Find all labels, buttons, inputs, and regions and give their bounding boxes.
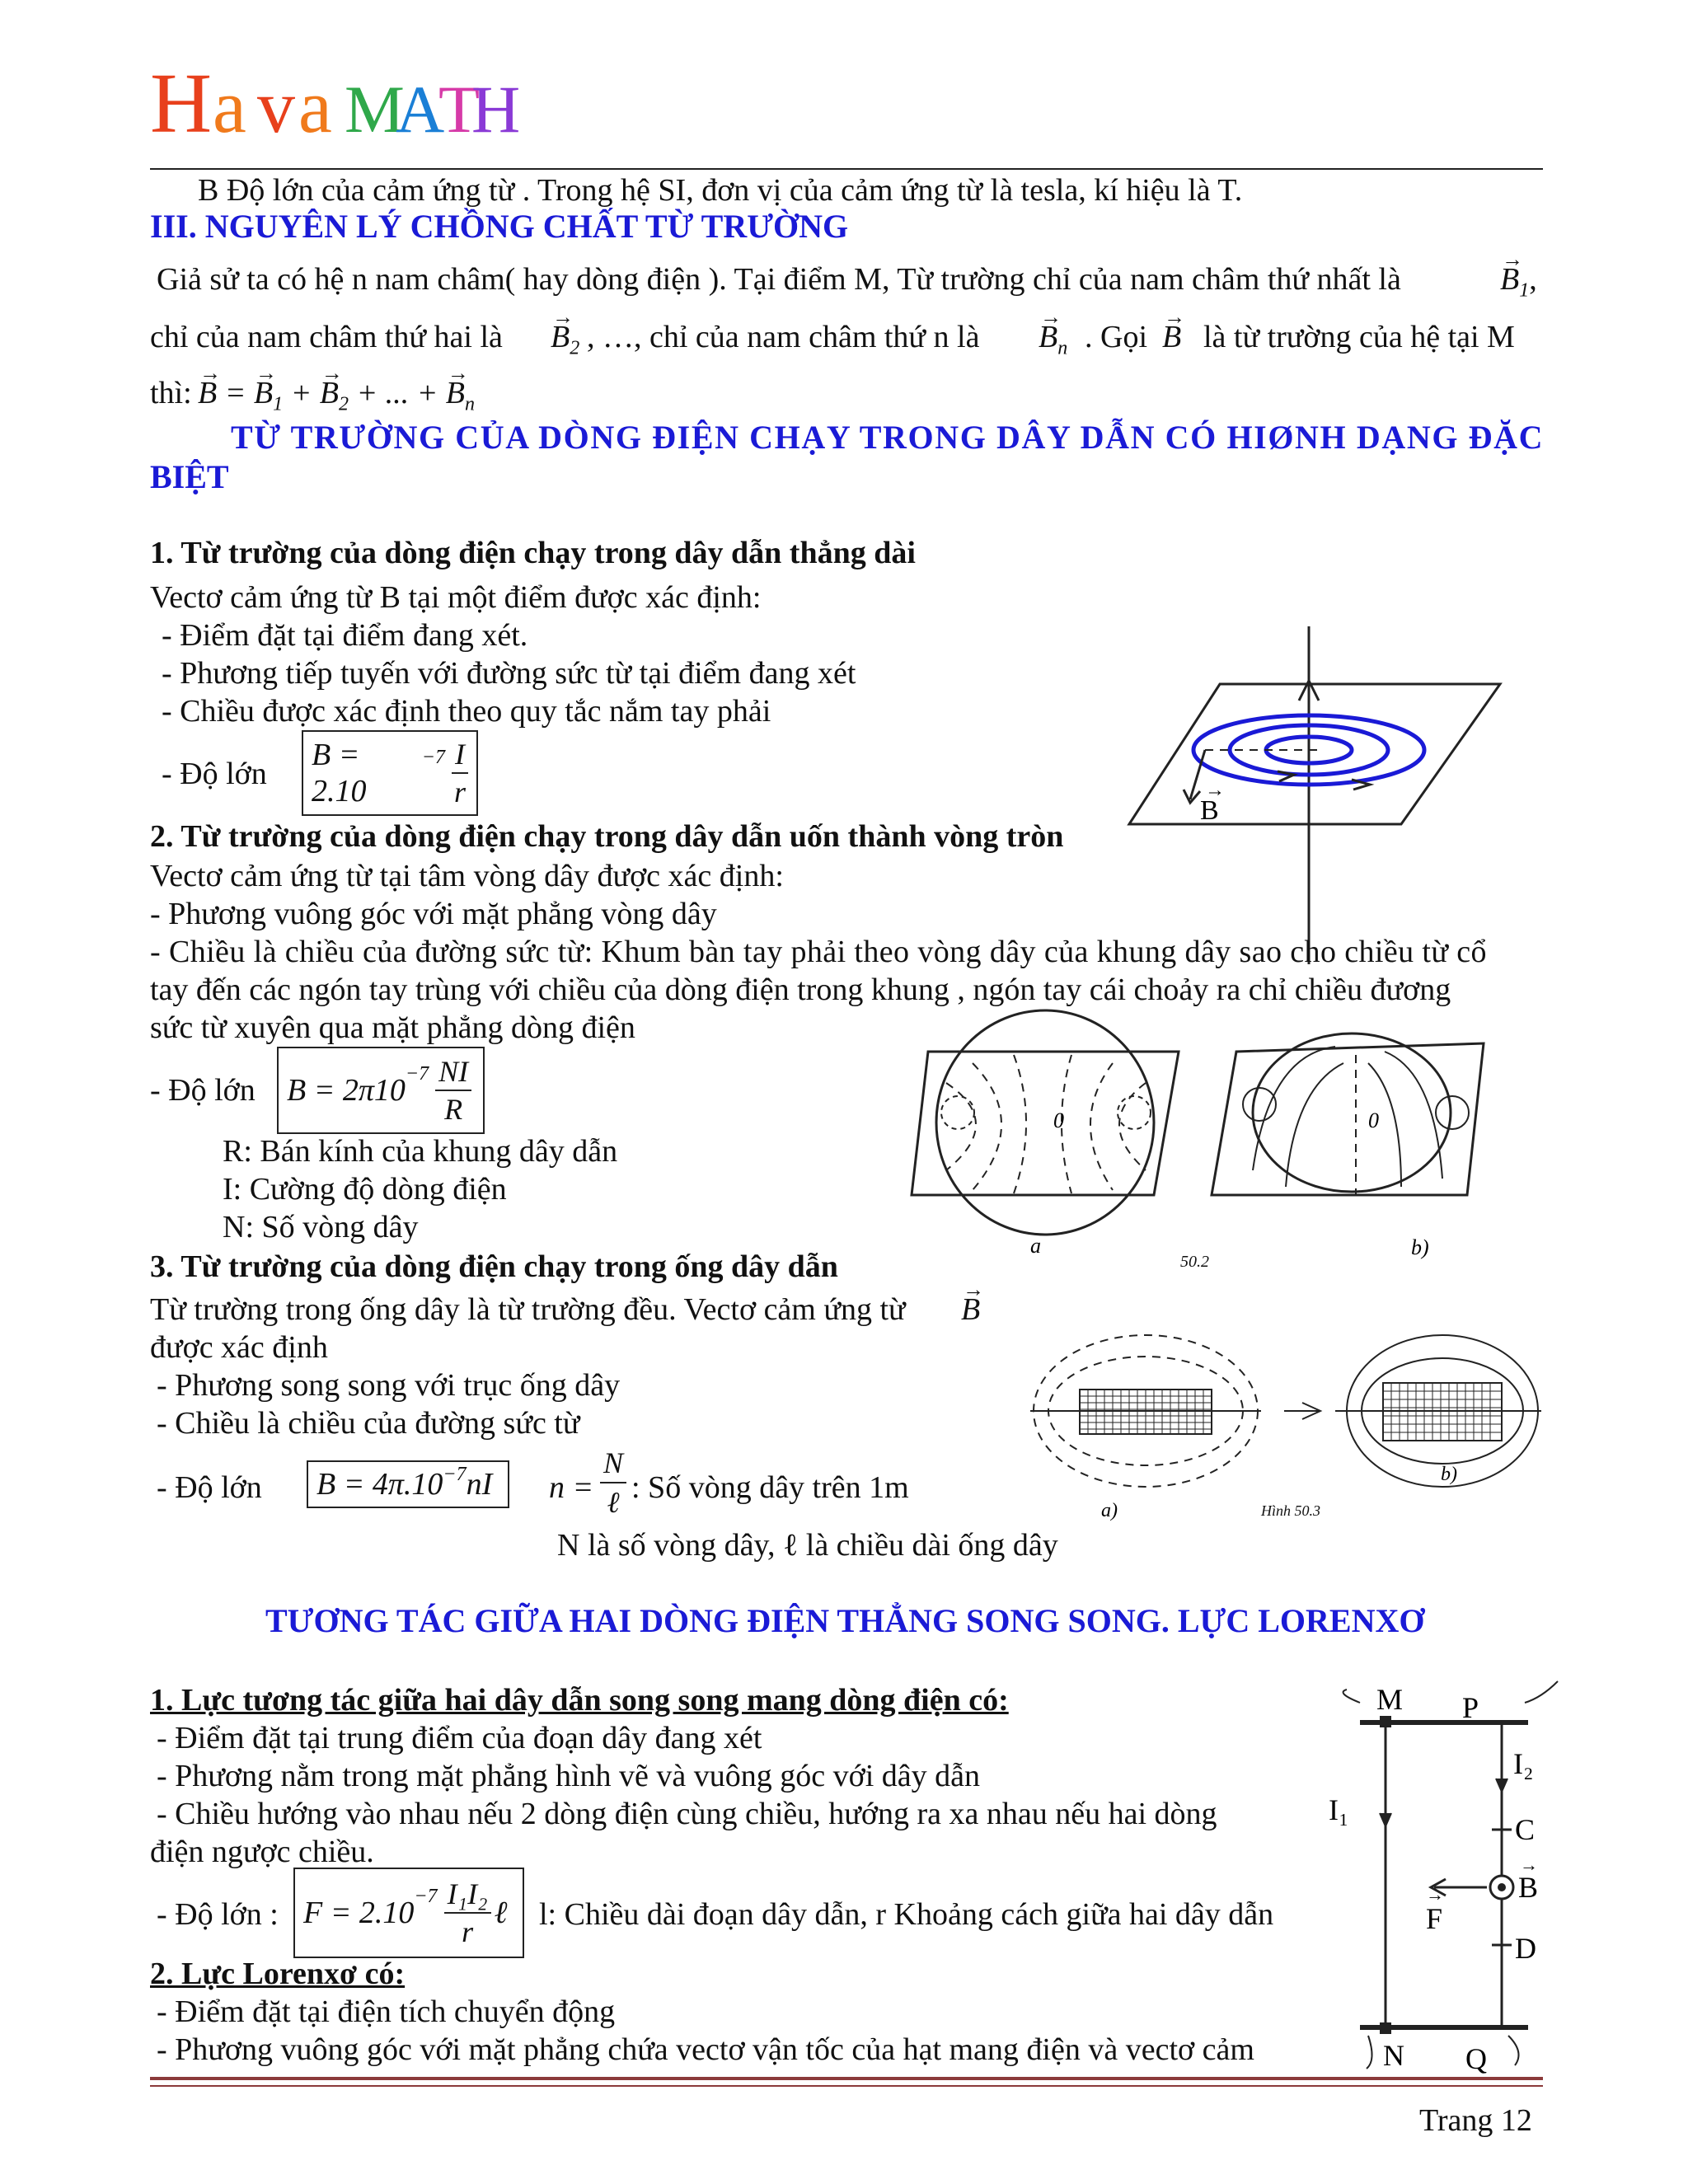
formula-den: R [444,1093,463,1126]
vector-mark: → [1520,1854,1538,1875]
fig-a-label: a) [1101,1500,1118,1521]
havamath-logo [150,49,521,151]
force-formula-note: l: Chiều dài đoạn dây dẫn, r Khoảng cách giữa hai dây dẫn [539,1897,1274,1932]
label-c: C [1515,1813,1536,1846]
part1-intro: Vectơ cảm ứng từ B tại một điểm được xác định: [150,580,762,615]
section3-line2b: , …, chỉ của nam châm thứ n là [587,320,980,354]
part2-item-2-line1: - Chiều là chiều của đường sức từ: Khum bàn tay phải theo vòng dây của khung dây sao cho chiều từ cổ [150,935,1487,969]
formula-den: r [462,1915,474,1948]
part2-title: 2. Từ trường của dòng điện chạy trong dây dẫn uốn thành vòng tròn [150,819,1064,854]
logo-letter: v [257,64,295,148]
part3-item-2: - Chiều là chiều của đường sức từ [157,1406,580,1441]
part2-item-1: - Phương vuông góc với mặt phẳng vòng dây [150,897,717,931]
label-d: D [1515,1932,1536,1965]
force-item-3: - Chiều hướng vào nhau nếu 2 dòng điện cùng chiều, hướng ra xa nhau nếu hai dòng [157,1797,1217,1831]
section3-heading: III. NGUYÊN LÝ CHỒNG CHẤT TỪ TRƯỜNG [150,208,849,245]
label-m: M [1376,1683,1404,1716]
lorentz-item-2: - Phương vuông góc với mặt phẳng chứa vectơ vận tốc của hạt mang điện và vectơ cảm [157,2032,1254,2067]
label-f: F [1426,1902,1443,1935]
n-def-text: : Số vòng dây trên 1m [631,1470,909,1505]
loop-figure-a [912,1010,1179,1258]
special-heading-line2: BIỆT [150,458,229,495]
section3-line2d: là từ trường của hệ tại M [1203,320,1515,354]
logo-letter: H [471,72,521,147]
vector-mark: → [1426,1884,1444,1905]
vector-b: → B [1162,318,1181,356]
formula-lhs: B = 4π.10 [316,1467,443,1502]
formula-den: r [453,776,466,808]
page-number: Trang 12 [1419,2103,1532,2138]
n-fraction [600,1444,626,1521]
logo-letter: a [213,64,246,148]
part3-item-1: - Phương song song với trục ống dây [157,1368,621,1403]
svg-text:0: 0 [1053,1108,1064,1132]
formula-exp: −7 [421,747,445,768]
loop-fig-caption: 50.2 [1180,1253,1209,1271]
force-title: 1. Lực tương tác giữa hai dây dẫn song song mang dòng điện có: [150,1683,1009,1718]
label-q: Q [1465,2042,1487,2075]
part3-note: N là số vòng dây, ℓ là chiều dài ống dây [557,1528,1058,1563]
legend-i: I: Cường độ dòng điện [223,1172,507,1207]
solenoid-a [1030,1335,1261,1521]
parallel-wires-figure [1311,1673,1574,2077]
label-n: N [1383,2039,1404,2072]
footer-rule-thin [150,2085,1543,2087]
figure-b-label: B [1200,795,1219,826]
part3-formula-box [307,1460,509,1508]
part3-magnitude-label: - Độ lớn [157,1470,262,1505]
part1-title: 1. Từ trường của dòng điện chạy trong dây dẫn thẳng dài [150,536,916,570]
part1-item-1: - Điểm đặt tại điểm đang xét. [162,618,528,653]
superposition-formula: → B = → $B_1$ + → $B_2$ + ... + → $B_n$ [198,374,475,424]
formula-exp: −7 [443,1464,467,1485]
vector-b1: → $B_1$, [1500,260,1537,310]
vector-mark: → [1205,780,1225,801]
legend-n: N: Số vòng dây [223,1210,419,1244]
solenoid-figure [1030,1319,1541,1521]
section3-line3-prefix: thì: [150,376,192,410]
circular-loop-figure [907,1022,1500,1261]
formula-lhs: B = 2.10 [312,738,367,808]
logo-letter: A [396,72,445,147]
formula-tail: nI [466,1467,493,1502]
formula-tail: ℓ [494,1896,508,1930]
logo-letter: M [345,72,405,147]
logo-letter: T [438,72,481,147]
label-i1: I₁ [1329,1793,1349,1826]
intro-line: B Độ lớn của cảm ứng từ . Trong hệ SI, đơn vị của cảm ứng từ là tesla, kí hiệu là T. [198,173,1243,208]
force-magnitude-label: - Độ lớn : [157,1897,279,1932]
section3-line2c: . Gọi [1085,320,1147,354]
formula-lhs: B = 2π10 [287,1073,406,1108]
label-b: B [1518,1871,1539,1904]
part1-magnitude-label: - Độ lớn [162,757,267,791]
lorentz-title: 2. Lực Lorenxơ có: [150,1957,406,1991]
part3-intro: Từ trường trong ống dây là từ trường đều. Vectơ cảm ứng từ [150,1292,906,1327]
part2-intro: Vectơ cảm ứng từ tại tâm vòng dây được xác định: [150,859,784,893]
section3-line2a: chỉ của nam châm thứ hai là [150,320,503,354]
header-rule [150,168,1543,170]
section3-line1: Giả sử ta có hệ n nam châm( hay dòng điện ). Tại điểm M, Từ trường chỉ của nam châm thứ nhất là [157,262,1401,297]
force-item-2: - Phương nằm trong mặt phẳng hình vẽ và vuông góc với dây dẫn [157,1759,981,1793]
part3-title: 3. Từ trường của dòng điện chạy trong ống dây dẫn [150,1249,838,1284]
force-formula-box [293,1868,524,1958]
part2-magnitude-label: - Độ lớn [150,1073,256,1108]
plane-outline [1129,684,1500,824]
svg-text:0: 0 [1368,1108,1379,1132]
formula-lhs: F = 2.10 [303,1896,415,1930]
part1-item-2: - Phương tiếp tuyến với đường sức từ tại điểm đang xét [162,656,856,691]
force-item-cont: điện ngược chiều. [150,1835,374,1869]
n-def-lhs: n = [549,1470,594,1505]
footer-rule [150,2077,1543,2080]
formula-num: NI [435,1053,471,1091]
logo [150,49,521,151]
part1-item-3: - Chiều được xác định theo quy tắc nắm tay phải [162,694,771,729]
part2-formula-box [277,1047,485,1134]
fig-b-label: b) [1441,1464,1457,1485]
interaction-heading: TƯƠNG TÁC GIỮA HAI DÒNG ĐIỆN THẲNG SONG SONG. LỰC LORENXƠ [265,1602,1425,1639]
compass-arrow-icon [1284,1403,1320,1419]
formula-exp: −7 [414,1886,438,1907]
part2-item-2-line3: sức từ xuyên qua mặt phẳng dòng điện [150,1010,635,1045]
part3-intro-2: được xác định [150,1330,328,1365]
legend-r: R: Bán kính của khung dây dẫn [223,1134,618,1169]
logo-letter: a [298,64,332,148]
fig-b-label: b) [1411,1235,1429,1259]
formula-num: I [452,736,468,774]
formula-exp: −7 [405,1063,429,1085]
logo-letter: H [150,56,213,151]
formula-num: I₁I₂ [444,1876,491,1914]
solenoid-caption: Hình 50.3 [1261,1502,1320,1519]
label-i2: I₂ [1513,1747,1534,1780]
vector-b2: → $B_2$ [551,318,579,368]
fig-a-label: a [1030,1234,1041,1258]
n-num: N [600,1444,626,1483]
current-arrow-icon [1380,1813,1391,1826]
special-heading-line1: TỪ TRƯỜNG CỦA DÒNG ĐIỆN CHẠY TRONG DÂY DẪN CÓ HIØNH DẠNG ĐẶC [231,419,1545,456]
vector-bn: → $B_n$ [1039,318,1067,368]
lorentz-item-1: - Điểm đặt tại điện tích chuyển động [157,1994,616,2029]
force-item-1: - Điểm đặt tại trung điểm của đoạn dây đang xét [157,1721,762,1755]
part1-formula-box [302,730,478,816]
solenoid-b [1335,1335,1541,1487]
part2-item-2-line2: tay đến các ngón tay trùng với chiều của dòng điện trong khung , ngón tay cái choảy ra chỉ chiều đương [150,972,1451,1007]
loop-figure-b [1212,1033,1484,1259]
current-arrow-icon [1496,1779,1507,1792]
vector-b-part3: → B [961,1291,980,1329]
n-den: ℓ [607,1486,620,1519]
label-p: P [1462,1691,1479,1724]
straight-wire-figure [1129,626,1508,972]
